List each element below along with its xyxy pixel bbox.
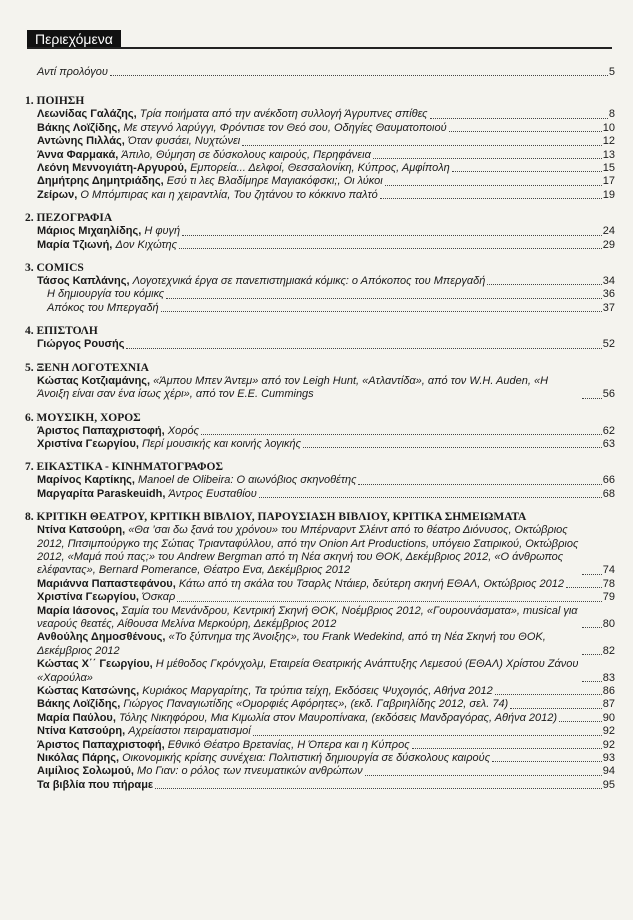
entry-title: Ο Μπόμπιρας και η χειραντλία, Του ζητάνου το κόκκινο παλτό — [80, 188, 378, 201]
entry-text — [37, 375, 615, 402]
toc-entry[interactable] — [25, 779, 615, 792]
leader-dots — [510, 708, 602, 709]
page-number: 17 — [602, 175, 615, 188]
toc-entry[interactable] — [25, 698, 615, 711]
entry-title: Περί μουσικής και κοινής λογικής — [141, 437, 302, 450]
toc-entry[interactable] — [25, 765, 615, 778]
entry-author: Λεωνίδας Γαλάζης, — [37, 108, 137, 121]
toc-entry[interactable] — [25, 605, 615, 632]
leader-dots — [452, 171, 602, 172]
entry-author: Νικόλας Πάρης, — [37, 752, 120, 765]
toc-entry[interactable] — [25, 108, 615, 121]
section-gap — [25, 501, 615, 511]
leader-dots — [253, 735, 602, 736]
entry-title: Άντρος Ευσταθίου — [168, 487, 257, 500]
leader-dots — [487, 284, 601, 285]
toc-entry-preface[interactable] — [25, 66, 615, 79]
entry-title: Οικονομικής κρίσης συνέχεια: Πολιτιστική δημιουργία σε δύσκολους καιρούς — [122, 752, 491, 765]
entry-text — [37, 698, 508, 711]
leader-dots — [358, 484, 601, 485]
toc-entry[interactable] — [25, 189, 615, 202]
entry-title: Αχρείαστοι πειραματισμοί — [128, 725, 251, 738]
entry-title: «Άμπου Μπεν Άντεμ» από τον Leigh Hunt, «Ατλαντίδα», από τον W.H. Auden, «Η Άνοιξη είναι σαν ένα ίσως χέρι», από τον E.E. Cummings — [37, 374, 549, 401]
section-heading: 5. ΞΕΝΗ ΛΟΓΟΤΕΧΝΙΑ — [25, 361, 149, 374]
entry-text — [37, 765, 363, 778]
table-of-contents — [25, 60, 615, 792]
entry-title: Χορός — [167, 424, 199, 437]
toc-entry[interactable] — [25, 338, 615, 351]
entry-text — [37, 712, 557, 725]
entry-author: Ντίνα Κατσούρη, — [37, 725, 126, 738]
page-number: 86 — [602, 685, 615, 697]
entry-text — [37, 175, 383, 188]
toc-entry[interactable] — [25, 739, 615, 752]
leader-dots — [155, 788, 602, 789]
entry-body — [37, 631, 580, 658]
toc-entry[interactable] — [25, 149, 615, 162]
page-number: 83 — [602, 671, 615, 684]
entry-body — [37, 524, 580, 578]
toc-entry[interactable] — [25, 474, 615, 487]
leader-dots — [566, 587, 602, 588]
entry-text — [37, 189, 378, 202]
toc-entry[interactable] — [25, 375, 615, 402]
page-title: Περιεχόμενα — [27, 30, 121, 48]
leader-dots — [385, 185, 602, 186]
entry-author: Άννα Φαρμακά, — [37, 148, 119, 161]
section-gap — [25, 315, 615, 325]
entry-text — [37, 275, 485, 288]
toc-entry[interactable] — [25, 239, 615, 252]
page-number: 92 — [602, 738, 615, 751]
entry-author: Τάσος Καπλάνης, — [37, 275, 130, 288]
entry-title: Τόλης Νικηφόρου, Μια Κιμωλία στον Μαυροπίνακα, (εκδόσεις Μανδραγόρας, Αθήνα 2012) — [118, 711, 558, 724]
page-number: 19 — [602, 188, 615, 201]
entry-title: Η φυγή — [144, 225, 181, 238]
leader-dots — [303, 447, 602, 448]
entry-text — [37, 239, 177, 252]
page-number: 68 — [602, 487, 615, 500]
toc-entry[interactable] — [25, 225, 615, 238]
entry-author: Μαρία Τζιωνή, — [37, 238, 113, 251]
leader-dots — [412, 748, 602, 749]
page-number: 37 — [602, 301, 615, 314]
toc-subentry[interactable] — [25, 302, 615, 315]
leader-dots — [166, 298, 602, 299]
toc-entry[interactable] — [25, 122, 615, 135]
leader-dots — [259, 497, 602, 498]
entry-author: Μάριος Μιχαηλίδης, — [37, 225, 142, 238]
entry-text — [37, 739, 410, 752]
toc-entry[interactable] — [25, 175, 615, 188]
section-heading: 1. ΠΟΙΗΣΗ — [25, 95, 85, 108]
subentry-title: Η δημιουργία του κόμικς — [47, 288, 165, 301]
toc-entry[interactable] — [25, 725, 615, 738]
entry-body — [37, 605, 580, 632]
leader-dots — [182, 235, 602, 236]
entry-author: Άριστος Παπαχριστοφή, — [37, 738, 165, 751]
entry-author: Μαρία Παύλου, — [37, 711, 116, 724]
entry-author: Ντίνα Κατσούρη, — [37, 524, 126, 537]
leader-dots — [242, 145, 602, 146]
page-number: 95 — [602, 778, 615, 791]
page-number: 79 — [602, 591, 615, 604]
entry-author: Μαργαρίτα Paraskeuidh, — [37, 487, 166, 500]
entry-text — [37, 779, 153, 792]
page-number: 74 — [602, 564, 615, 577]
entry-text — [37, 108, 428, 121]
toc-entry[interactable] — [25, 752, 615, 765]
leader-dots — [430, 118, 608, 119]
leader-dots — [201, 434, 602, 435]
entry-title: Εθνικό Θέατρο Βρετανίας, Η Όπερα και η Κύπρος — [167, 738, 410, 751]
page-number: 90 — [602, 711, 615, 724]
leader-dots — [582, 398, 602, 399]
toc-entry[interactable] — [25, 438, 615, 451]
entry-body — [37, 658, 580, 685]
entry-title: Με στεγνό λαρύγγι, Φρόντισε τον Θεό σου, Οδηγίες Θαυματοποιού — [123, 121, 447, 134]
page-number: 94 — [602, 765, 615, 778]
page-number: 82 — [602, 644, 615, 657]
leader-dots — [177, 601, 601, 602]
leader-dots — [492, 761, 602, 762]
entry-title: Δον Κιχώτης — [115, 238, 177, 251]
entry-text — [37, 631, 615, 658]
page-number: 52 — [602, 338, 615, 351]
entry-author: Αιμίλιος Σολωμού, — [37, 765, 134, 778]
entry-text — [37, 425, 199, 438]
page-number: 92 — [602, 725, 615, 738]
toc-entry[interactable] — [25, 712, 615, 725]
leader-dots — [582, 681, 602, 682]
entry-text — [37, 488, 257, 501]
section-heading: 7. ΕΙΚΑΣΤΙΚΑ - ΚΙΝΗΜΑΤΟΓΡΑΦΟΣ — [25, 461, 223, 474]
page-number: 10 — [602, 121, 615, 134]
entry-text — [37, 658, 615, 685]
leader-dots — [179, 248, 602, 249]
toc-entry[interactable] — [25, 631, 615, 658]
entry-author: Άριστος Παπαχριστοφή, — [37, 424, 165, 437]
entry-title: Κυριάκος Μαργαρίτης, Τα τρύπια τείχη, Εκδόσεις Ψυχογιός, Αθήνα 2012 — [142, 685, 493, 697]
leader-dots — [126, 348, 601, 349]
entry-title: Όταν φυσάει, Νυχτώνει — [127, 135, 241, 148]
entry-title: Λογοτεχνικά έργα σε πανεπιστημιακά κόμικς: ο Απόκοπος του Μπεργαδή — [132, 275, 486, 288]
section-gap — [25, 202, 615, 212]
page-number: 93 — [602, 752, 615, 765]
page-number: 29 — [602, 238, 615, 251]
entry-text — [37, 438, 301, 451]
entry-title: Γιώργος Παναγιωτίδης «Ομορφιές Αφόρητες», (εκδ. Γαβριηλίδης 2012, σελ. 74) — [123, 698, 509, 711]
toc-entry[interactable] — [25, 275, 615, 288]
entry-author: Χριστίνα Γεωργίου, — [37, 591, 139, 604]
entry-text — [37, 752, 490, 765]
section-heading: 4. ΕΠΙΣΤΟΛΗ — [25, 325, 98, 338]
entry-text — [37, 338, 124, 351]
entry-text — [37, 162, 450, 175]
toc-entry[interactable] — [25, 591, 615, 604]
entry-author: Λεόνη Μεννογιάτη-Αργυρού, — [37, 162, 187, 175]
leader-dots — [110, 75, 608, 76]
toc-entry[interactable] — [25, 578, 615, 591]
entry-text — [37, 225, 180, 238]
page-number: 34 — [602, 275, 615, 288]
leader-dots — [582, 654, 602, 655]
page-number: 62 — [602, 424, 615, 437]
toc-entry[interactable] — [25, 425, 615, 438]
entry-title: Τρία ποιήματα από την ανέκδοτη συλλογή Άγρυπνες σπίθες — [139, 108, 428, 121]
page-number: 87 — [602, 698, 615, 711]
entry-body — [37, 375, 580, 402]
toc-entry[interactable] — [25, 488, 615, 501]
section-gap — [25, 402, 615, 412]
toc-entry[interactable] — [25, 135, 615, 148]
entry-text — [37, 725, 251, 738]
leader-dots — [582, 627, 602, 628]
page-number: 15 — [602, 162, 615, 175]
entry-title: Σαμία του Μενάνδρου, Κεντρική Σκηνή ΘΟΚ, Νοέμβριος 2012, «Γουρουνάσματα», musical για νεαρούς θεατές, Αίθουσα Μελίνα Μερκούρη, Δεκέμβριος 2012 — [37, 604, 578, 630]
entry-title: Εσύ τι λες Βλαδίμηρε Μαγιακόφσκι;, Οι λύκοι — [166, 175, 383, 188]
page-number: 80 — [602, 617, 615, 630]
entry-author: Ζείρων, — [37, 188, 78, 201]
entry-author: Χριστίνα Γεωργίου, — [37, 437, 139, 450]
entry-text — [37, 135, 240, 148]
leader-dots — [380, 198, 602, 199]
leader-dots — [449, 131, 602, 132]
toc-subentry[interactable] — [25, 288, 615, 301]
section-heading: 8. ΚΡΙΤΙΚΗ ΘΕΑΤΡΟΥ, ΚΡΙΤΙΚΗ ΒΙΒΛΙΟΥ, ΠΑΡΟΥΣΙΑΣΗ ΒΙΒΛΙΟΥ, ΚΡΙΤΙΚΑ ΣΗΜΕΙΩΜΑΤΑ — [25, 511, 527, 524]
preface-title: Αντί προλόγου — [37, 66, 108, 78]
section-gap — [25, 352, 615, 362]
entry-author: Κώστας Κοτζιαμάνης, — [37, 374, 151, 387]
entry-text — [37, 578, 564, 591]
page-number: 12 — [602, 135, 615, 148]
entry-author: Κώστας Χ΄΄ Γεωργίου, — [37, 658, 153, 671]
entry-title: Η μέθοδος Γκρόνχολμ, Εταιρεία Θεατρικής Ανάπτυξης Λεμεσού (ΕΘΑΛ) Χρίστου Ζάνου «Χαρούλα» — [37, 658, 579, 684]
leader-dots — [373, 158, 602, 159]
leader-dots — [495, 694, 602, 695]
entry-text — [37, 524, 615, 578]
entry-title: Εμπορεία... Δελφοί, Θεσσαλονίκη, Κύπρος, Αμφίπολη — [190, 162, 450, 175]
leader-dots — [161, 311, 602, 312]
toc-entry[interactable] — [25, 685, 615, 698]
leader-dots — [582, 574, 602, 575]
entry-text — [37, 122, 447, 135]
entry-title: Μο Γιαν: ο ρόλος των πνευματικών ανθρώπων — [137, 765, 363, 778]
entry-title: «Θα ’σαι δω ξανά του χρόνου» του Μπέρναρντ Σλέιντ από το θέατρο Διόνυσος, Οκτώβριος 2012, Πιτσιμπούργκο της Σώτιας Τριανταφύλλου, από την Onion Art Productions, υπόγειο Σατιρικού, Οκτώβριος 2012, «Μαμά πού πας;» του Andrew Bergman από τη Νέα σκηνή του ΘΟΚ, Δεκέμβριος 2012, «Ο άνθρωπος ελέφαντας», Bernard Pomerance, Θέατρο Ενα, Δεκέμβριος 2012 — [37, 524, 579, 577]
toc-entry[interactable] — [25, 162, 615, 175]
page-number: 5 — [608, 66, 615, 78]
entry-author: Βάκης Λοϊζίδης, — [37, 698, 121, 711]
entry-author: Γιώργος Ρουσής — [37, 338, 125, 351]
leader-dots — [365, 775, 602, 776]
entry-text — [37, 685, 493, 698]
entry-title: «Το ξύπνημα της Άνοιξης», του Frank Wedekind, από τη Νέα Σκηνή του ΘΟΚ, Δεκέμβριος 2012 — [37, 631, 546, 657]
entry-text — [37, 474, 356, 487]
entry-author: Κώστας Κατσώνης, — [37, 685, 140, 697]
toc-entry[interactable] — [25, 658, 615, 685]
entry-author: Μαρία Ιάσονος, — [37, 604, 119, 617]
entry-author: Βάκης Λοϊζίδης, — [37, 121, 121, 134]
entry-author: Αντώνης Πιλλάς, — [37, 135, 125, 148]
entry-author: Δημήτρης Δημητριάδης, — [37, 175, 164, 188]
page-number: 36 — [602, 288, 615, 301]
entry-title: Άπιλο, Θύμηση σε δύσκολους καιρούς, Περηφάνεια — [121, 148, 371, 161]
entry-text — [37, 591, 175, 604]
page-number: 78 — [602, 577, 615, 590]
page-number: 63 — [602, 437, 615, 450]
toc-entry[interactable] — [25, 524, 615, 578]
page-number: 13 — [602, 148, 615, 161]
entry-title: Όσκαρ — [141, 591, 176, 604]
section-gap — [25, 451, 615, 461]
page-number: 66 — [602, 474, 615, 487]
entry-text — [37, 149, 371, 162]
entry-title: Κάτω από τη σκάλα του Τσαρλς Ντάιερ, δεύτερη σκηνή ΕΘΑΛ, Οκτώβριος 2012 — [178, 577, 564, 590]
entry-title: Manoel de Olibeira: Ο αιωνόβιος σκηνοθέτης — [138, 474, 357, 487]
section-heading: 6. ΜΟΥΣΙΚΗ, ΧΟΡΟΣ — [25, 411, 141, 424]
entry-author: Μαριάννα Παπαστεφάνου, — [37, 577, 176, 590]
section-heading: 2. ΠΕΖΟΓΡΑΦΙΑ — [25, 212, 113, 225]
entry-author: Μαρίνος Καρτίκης, — [37, 474, 135, 487]
section-heading: 3. COMICS — [25, 262, 84, 275]
entry-author: Ανθούλης Δημοσθένους, — [37, 631, 166, 644]
page-number: 56 — [602, 388, 615, 401]
section-gap — [25, 252, 615, 262]
subentry-title: Απόκος του Μπεργαδή — [47, 301, 159, 314]
page-number: 24 — [602, 225, 615, 238]
leader-dots — [559, 721, 602, 722]
page-number: 8 — [608, 108, 615, 121]
entry-author: Τα βιβλία που πήραμε — [37, 778, 154, 791]
title-rule — [27, 47, 612, 49]
entry-text — [37, 605, 615, 632]
